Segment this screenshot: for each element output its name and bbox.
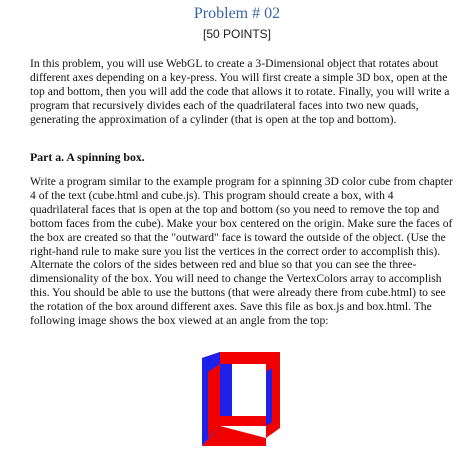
box-left-rim (208, 364, 220, 438)
part-a-heading: Part a. A spinning box. (30, 150, 145, 164)
spinning-box-figure (196, 346, 292, 450)
problem-title: Problem # 02 (193, 5, 281, 22)
box-front-bottom-rim (220, 416, 266, 426)
box-opening (232, 372, 266, 416)
intro-paragraph: In this problem, you will use WebGL to create a 3-Dimensional object that rotates about different axes depending on a key-press. You will first create a simple 3D box, open at the top and bottom, then you will add the code that allows it to rotate. Finally, you will write a program that recursively divides each of the quadrilateral faces into two new quads, generating the approximation of a cylinder (that is open at the top and bottom). (30, 57, 450, 126)
points-label: [50 POINTS] (202, 27, 272, 41)
box-right-inner (266, 368, 272, 426)
part-a-paragraph: Write a program similar to the example program for a spinning 3D color cube from chapter 4 of the text (cube.html and cube.js). This program should create a box, with 4 quadrilateral faces that is open at the top and bottom (so you need to remove the top and bottom faces from the cube). Make your box centered on the origin. Make sure the faces of the box are created so that the "outward" face is toward the outside of the object. (Use the right-hand rule to make sure you list the vertices in the correct order to accomplish this). Alternate the colors of the sides between red and blue so that you can see the three-dimensionality of the box. You will need to change the VertexColors array to accomplish this. You should be able to use the buttons (that were already there from cube.html) to see the rotation of the box around different axes. Save this file as box.js and box.html. The following image shows the box viewed at an angle from the top: (30, 175, 453, 328)
